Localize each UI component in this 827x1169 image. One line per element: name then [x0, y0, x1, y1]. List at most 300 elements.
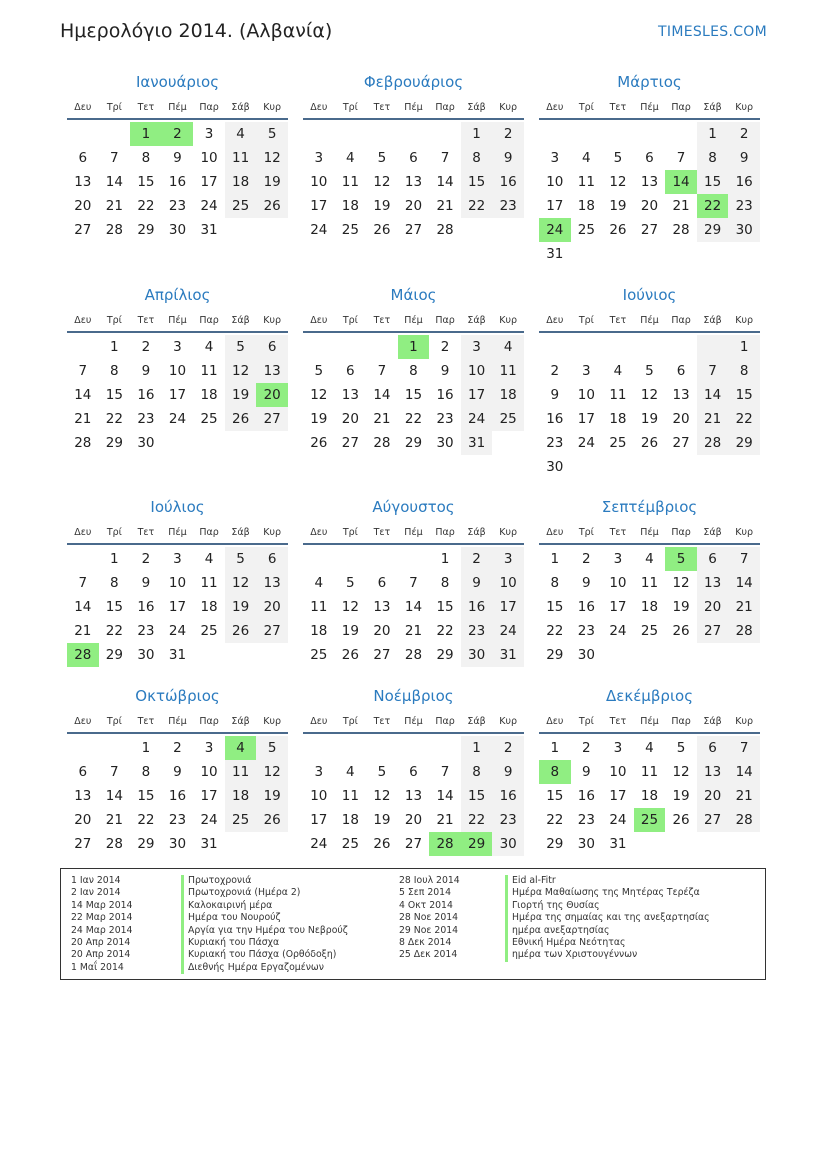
day-cell: 19: [373, 812, 391, 828]
weekday-label: Τετ: [373, 527, 391, 538]
day-cell: 6: [409, 150, 418, 166]
day-cell: 24: [609, 623, 627, 639]
legend-date: 2 Ιαν 2014: [71, 887, 121, 899]
day-cell: 1: [440, 551, 450, 567]
legend-date: 29 Νοε 2014: [399, 924, 459, 936]
day-cell: 12: [341, 599, 359, 615]
day-cell: 2: [173, 740, 182, 756]
day-cell: 23: [461, 619, 493, 643]
weekday-label: Παρ: [435, 102, 455, 113]
day-cell: 9: [582, 764, 591, 780]
day-grid: [67, 547, 288, 667]
empty-cell: [697, 335, 729, 359]
day-cell: 12: [609, 174, 627, 190]
weekday-label: Δευ: [74, 716, 92, 727]
day-cell: 25: [200, 411, 218, 427]
day-cell: 22: [546, 623, 564, 639]
day-cell: 16: [137, 387, 155, 403]
day-cell: 24: [200, 812, 218, 828]
empty-cell: [335, 122, 367, 146]
day-cell: 2: [162, 122, 194, 146]
weekday-label: Σάβ: [467, 527, 486, 538]
legend-date: 1 Μαΐ 2014: [71, 961, 124, 973]
day-cell: 9: [550, 387, 560, 403]
day-cell: 9: [461, 571, 493, 595]
day-cell: 18: [492, 383, 524, 407]
weekday-label: Κυρ: [263, 527, 282, 538]
day-grid: [539, 547, 760, 667]
day-cell: 2: [582, 740, 591, 756]
weekday-label: Σάβ: [703, 315, 722, 326]
day-cell: 30: [728, 218, 760, 242]
weekday-label: Κυρ: [735, 527, 754, 538]
weekday-header: [303, 98, 524, 120]
day-grid: [67, 122, 288, 242]
day-cell: 11: [640, 575, 659, 591]
month-name: Δεκέμβριος: [605, 687, 693, 705]
day-cell: 15: [436, 599, 454, 615]
day-cell: 7: [110, 150, 119, 166]
legend-holiday-name: Εθνική Ημέρα Νεότητας: [505, 937, 710, 949]
day-cell: 21: [697, 407, 729, 431]
day-cell: 20: [341, 411, 359, 427]
day-cell: 18: [341, 198, 359, 214]
day-cell: 13: [640, 174, 659, 190]
day-cell: 3: [461, 335, 493, 359]
day-cell: 3: [314, 764, 324, 780]
day-cell: 27: [404, 836, 423, 852]
day-cell: 20: [256, 383, 288, 407]
day-cell: 22: [137, 812, 155, 828]
day-cell: 31: [609, 836, 627, 852]
legend-holiday-name: Πρωτοχρονιά: [181, 875, 348, 887]
day-cell: 22: [137, 198, 155, 214]
legend-holiday-name: Κυριακή του Πάσχα (Ορθόδοξη): [181, 949, 348, 961]
weekday-label: Τρί: [106, 716, 122, 727]
empty-cell: [398, 547, 430, 571]
day-cell: 20: [672, 411, 690, 427]
day-cell: 6: [645, 150, 654, 166]
day-cell: 15: [137, 174, 155, 190]
empty-cell: [728, 242, 760, 266]
day-cell: 7: [409, 575, 418, 591]
day-cell: 6: [256, 335, 288, 359]
weekday-label: Παρ: [671, 527, 691, 538]
day-cell: 8: [461, 760, 493, 784]
month-name: Ιανουάριος: [135, 73, 219, 91]
legend-date: 22 Μαρ 2014: [71, 912, 133, 924]
day-cell: 20: [373, 623, 391, 639]
weekday-header: [303, 523, 524, 545]
empty-cell: [193, 431, 225, 455]
day-cell: 9: [492, 146, 524, 170]
day-cell: 17: [168, 387, 187, 403]
empty-cell: [602, 643, 634, 667]
empty-cell: [256, 643, 288, 667]
day-cell: 5: [256, 736, 288, 760]
month-block: [67, 686, 288, 856]
month-name: Οκτώβριος: [135, 687, 220, 705]
day-cell: 19: [373, 198, 391, 214]
day-cell: 4: [225, 736, 257, 760]
day-cell: 4: [346, 150, 355, 166]
day-cell: 7: [78, 575, 88, 591]
weekday-label: Παρ: [671, 315, 691, 326]
day-cell: 7: [110, 764, 119, 780]
day-cell: 4: [492, 335, 524, 359]
empty-cell: [256, 218, 288, 242]
weekday-header: [539, 98, 760, 120]
day-cell: 9: [492, 760, 524, 784]
weekday-label: Τετ: [609, 527, 627, 538]
day-cell: 7: [440, 150, 450, 166]
legend-date: 5 Σεπ 2014: [399, 887, 451, 899]
day-cell: 21: [105, 198, 123, 214]
day-cell: 13: [672, 387, 690, 403]
weekday-label: Δευ: [546, 102, 564, 113]
legend-date: 14 Μαρ 2014: [71, 899, 133, 911]
day-cell: 15: [137, 788, 155, 804]
day-cell: 4: [346, 764, 355, 780]
day-cell: 10: [546, 174, 564, 190]
month-name: Ιούνιος: [622, 286, 677, 304]
empty-cell: [256, 832, 288, 856]
day-cell: 13: [74, 174, 92, 190]
day-cell: 14: [105, 788, 123, 804]
day-cell: 5: [613, 150, 623, 166]
empty-cell: [492, 218, 524, 242]
empty-cell: [602, 122, 634, 146]
day-cell: 28: [74, 435, 92, 451]
empty-cell: [602, 335, 634, 359]
day-cell: 25: [634, 808, 666, 832]
weekday-header: [539, 311, 760, 333]
day-cell: 17: [609, 788, 627, 804]
day-cell: 6: [256, 547, 288, 571]
day-cell: 17: [609, 599, 627, 615]
day-cell: 4: [645, 551, 654, 567]
empty-cell: [602, 455, 634, 479]
empty-cell: [571, 455, 603, 479]
day-cell: 22: [105, 411, 123, 427]
day-cell: 14: [74, 387, 92, 403]
weekday-label: Τετ: [609, 102, 627, 113]
day-cell: 16: [436, 387, 454, 403]
day-grid: [303, 122, 524, 242]
weekday-label: Τετ: [609, 315, 627, 326]
day-cell: 5: [346, 575, 355, 591]
empty-cell: [366, 547, 398, 571]
day-cell: 29: [105, 435, 123, 451]
weekday-label: Πέμ: [404, 716, 423, 727]
day-cell: 26: [341, 647, 359, 663]
day-cell: 15: [461, 170, 493, 194]
day-grid: [539, 736, 760, 856]
day-cell: 23: [546, 435, 564, 451]
weekday-label: Πέμ: [640, 527, 659, 538]
empty-cell: [665, 335, 697, 359]
month-name: Αύγουστος: [372, 498, 455, 516]
day-cell: 7: [697, 359, 729, 383]
legend-holiday-name: Διεθνής Ημέρα Εργαζομένων: [181, 962, 348, 974]
weekday-header: [303, 712, 524, 734]
empty-cell: [67, 122, 99, 146]
day-cell: 11: [577, 174, 595, 190]
day-cell: 24: [577, 435, 595, 451]
day-cell: 24: [539, 218, 571, 242]
day-cell: 27: [404, 222, 423, 238]
month-block: [539, 285, 760, 479]
day-cell: 3: [204, 740, 214, 756]
day-cell: 21: [105, 812, 123, 828]
day-cell: 10: [492, 571, 524, 595]
day-cell: 10: [168, 575, 187, 591]
day-cell: 21: [373, 411, 391, 427]
day-cell: 17: [546, 198, 564, 214]
day-cell: 14: [74, 599, 92, 615]
day-cell: 22: [461, 808, 493, 832]
day-cell: 31: [168, 647, 187, 663]
empty-cell: [303, 122, 335, 146]
empty-cell: [728, 455, 760, 479]
weekday-label: Δευ: [74, 102, 92, 113]
day-cell: 4: [613, 363, 623, 379]
day-cell: 6: [697, 736, 729, 760]
day-cell: 19: [256, 170, 288, 194]
day-cell: 12: [672, 764, 690, 780]
day-cell: 23: [492, 194, 524, 218]
day-cell: 21: [672, 198, 690, 214]
day-cell: 2: [582, 551, 591, 567]
empty-cell: [728, 643, 760, 667]
day-cell: 12: [373, 174, 391, 190]
day-cell: 29: [137, 222, 155, 238]
day-cell: 13: [404, 174, 423, 190]
day-cell: 2: [141, 551, 151, 567]
empty-cell: [634, 242, 666, 266]
empty-cell: [429, 736, 461, 760]
day-cell: 21: [436, 812, 454, 828]
day-cell: 17: [168, 599, 187, 615]
weekday-label: Πέμ: [168, 527, 187, 538]
day-cell: 30: [168, 222, 187, 238]
day-cell: 16: [492, 784, 524, 808]
day-cell: 1: [110, 339, 119, 355]
day-cell: 5: [665, 547, 697, 571]
day-cell: 26: [225, 619, 257, 643]
day-cell: 7: [676, 150, 686, 166]
weekday-label: Τρί: [342, 716, 358, 727]
day-cell: 27: [341, 435, 359, 451]
day-cell: 5: [256, 122, 288, 146]
weekday-label: Κυρ: [499, 716, 518, 727]
day-cell: 26: [256, 194, 288, 218]
day-cell: 20: [404, 198, 423, 214]
day-cell: 26: [640, 435, 659, 451]
day-cell: 7: [78, 363, 88, 379]
month-block: [303, 497, 524, 667]
empty-cell: [634, 832, 666, 856]
weekday-label: Δευ: [310, 102, 328, 113]
weekday-label: Σάβ: [703, 716, 722, 727]
empty-cell: [225, 643, 257, 667]
day-cell: 16: [168, 174, 187, 190]
day-cell: 23: [168, 812, 187, 828]
day-cell: 22: [461, 194, 493, 218]
day-cell: 19: [640, 411, 659, 427]
day-cell: 30: [546, 459, 564, 475]
month-block: [303, 285, 524, 455]
weekday-label: Τρί: [578, 716, 594, 727]
day-cell: 9: [582, 575, 591, 591]
day-cell: 24: [310, 836, 328, 852]
empty-cell: [303, 736, 335, 760]
day-cell: 22: [546, 812, 564, 828]
empty-cell: [303, 335, 335, 359]
day-cell: 19: [310, 411, 328, 427]
day-cell: 1: [550, 551, 560, 567]
day-cell: 9: [173, 150, 182, 166]
day-cell: 16: [168, 788, 187, 804]
day-cell: 25: [225, 808, 257, 832]
day-cell: 11: [225, 760, 257, 784]
day-cell: 29: [728, 431, 760, 455]
weekday-label: Παρ: [199, 102, 219, 113]
empty-cell: [67, 736, 99, 760]
legend-holiday-name: Ημέρα της σημαίας και της ανεξαρτησίας: [505, 912, 710, 924]
day-cell: 8: [110, 363, 119, 379]
empty-cell: [634, 122, 666, 146]
day-cell: 26: [225, 407, 257, 431]
day-cell: 15: [461, 784, 493, 808]
day-cell: 28: [672, 222, 690, 238]
empty-cell: [366, 122, 398, 146]
day-cell: 13: [404, 788, 423, 804]
month-name: Μάρτιος: [617, 73, 682, 91]
day-cell: 2: [728, 122, 760, 146]
weekday-label: Δευ: [74, 315, 92, 326]
day-cell: 27: [74, 836, 92, 852]
day-cell: 25: [200, 623, 218, 639]
month-block: [539, 497, 760, 667]
day-cell: 11: [609, 387, 627, 403]
day-cell: 12: [373, 788, 391, 804]
day-cell: 11: [310, 599, 328, 615]
empty-cell: [634, 455, 666, 479]
day-cell: 23: [436, 411, 454, 427]
legend-holiday-name: Eid al-Fitr: [505, 875, 710, 887]
day-grid: [539, 122, 760, 266]
day-cell: 18: [200, 387, 218, 403]
weekday-label: Πέμ: [168, 315, 187, 326]
day-cell: 16: [577, 788, 595, 804]
day-cell: 18: [225, 784, 257, 808]
day-grid: [67, 335, 288, 455]
day-cell: 10: [200, 764, 218, 780]
empty-cell: [366, 736, 398, 760]
weekday-label: Τρί: [342, 315, 358, 326]
day-cell: 26: [609, 222, 627, 238]
day-cell: 10: [577, 387, 595, 403]
day-cell: 8: [110, 575, 119, 591]
day-cell: 8: [141, 764, 151, 780]
day-cell: 26: [672, 623, 690, 639]
day-cell: 20: [697, 595, 729, 619]
day-cell: 9: [173, 764, 182, 780]
legend-holiday-name: Πρωτοχρονιά (Ημέρα 2): [181, 887, 348, 899]
empty-cell: [571, 242, 603, 266]
brand-link[interactable]: TIMESLES.COM: [658, 24, 767, 40]
day-cell: 29: [546, 836, 564, 852]
day-cell: 29: [436, 647, 454, 663]
day-cell: 22: [728, 407, 760, 431]
day-cell: 16: [728, 170, 760, 194]
empty-cell: [225, 218, 257, 242]
weekday-label: Παρ: [199, 315, 219, 326]
day-cell: 19: [225, 595, 257, 619]
weekday-label: Παρ: [199, 716, 219, 727]
day-cell: 26: [310, 435, 328, 451]
day-cell: 14: [436, 788, 454, 804]
day-cell: 30: [577, 836, 595, 852]
day-cell: 11: [200, 363, 218, 379]
legend-date: 4 Οκτ 2014: [399, 899, 453, 911]
weekday-label: Τρί: [106, 527, 122, 538]
day-cell: 3: [613, 740, 623, 756]
day-cell: 1: [141, 740, 151, 756]
weekday-label: Κυρ: [499, 102, 518, 113]
day-cell: 18: [200, 599, 218, 615]
empty-cell: [162, 431, 194, 455]
weekday-label: Τετ: [137, 315, 155, 326]
day-cell: 19: [225, 383, 257, 407]
day-cell: 29: [404, 435, 423, 451]
weekday-label: Πέμ: [168, 102, 187, 113]
day-cell: 26: [672, 812, 690, 828]
empty-cell: [303, 547, 335, 571]
weekday-header: [539, 712, 760, 734]
weekday-label: Τετ: [609, 716, 627, 727]
month-block: [303, 72, 524, 242]
empty-cell: [571, 335, 603, 359]
day-cell: 8: [409, 363, 418, 379]
weekday-header: [303, 311, 524, 333]
day-cell: 17: [310, 198, 328, 214]
day-cell: 10: [609, 764, 627, 780]
page-title: Ημερολόγιο 2014. (Αλβανία): [60, 20, 333, 42]
month-block: [67, 285, 288, 455]
empty-cell: [665, 832, 697, 856]
empty-cell: [99, 736, 131, 760]
day-cell: 3: [314, 150, 324, 166]
day-grid: [67, 736, 288, 856]
day-cell: 5: [645, 363, 654, 379]
weekday-label: Κυρ: [263, 716, 282, 727]
day-cell: 20: [74, 198, 92, 214]
day-cell: 6: [346, 363, 355, 379]
day-cell: 17: [310, 812, 328, 828]
day-cell: 28: [404, 647, 423, 663]
weekday-label: Τετ: [373, 716, 391, 727]
day-cell: 3: [492, 547, 524, 571]
weekday-label: Πέμ: [168, 716, 187, 727]
holiday-legend: [60, 868, 766, 980]
day-cell: 1: [110, 551, 119, 567]
legend-date: 20 Απρ 2014: [71, 949, 131, 961]
day-cell: 11: [341, 788, 359, 804]
weekday-label: Κυρ: [735, 102, 754, 113]
weekday-label: Κυρ: [263, 315, 282, 326]
